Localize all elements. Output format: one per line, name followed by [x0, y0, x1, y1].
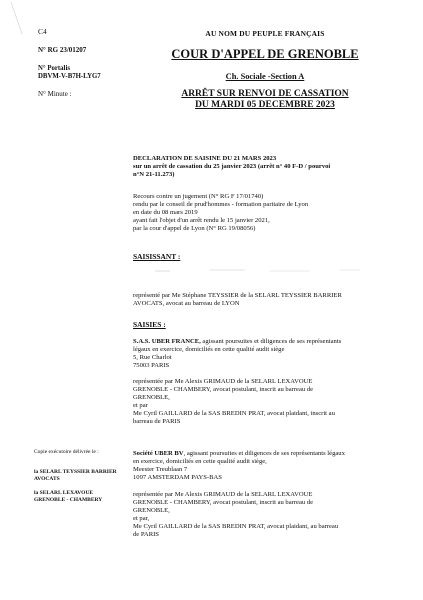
party-address: 5, Rue Charlot [133, 354, 172, 361]
chamber-name: Ch. Sociale -Section A [225, 72, 305, 81]
recours-line: par la cour d'appel de Lyon (N° RG 19/08056) [133, 225, 256, 232]
declaration-line3: n°N 21-11.273) [133, 171, 175, 178]
recipient-line: AVOCATS [34, 475, 60, 482]
rep-line: barreau de PARIS [133, 418, 181, 425]
recours-line: Recours contre un jugement (N° RG F 17/01740) [133, 193, 264, 200]
declaration-line1: DECLARATION DE SAISINE DU 21 MARS 2023 [133, 155, 277, 162]
recipient-line: GRENOBLE - CHAMBERY [34, 496, 103, 503]
recours-line: ayant fait l'objet d'un arrêt rendu le 15 janvier 2021, [133, 217, 270, 224]
party-name: Société UBER BV [133, 450, 184, 457]
court-name: COUR D'APPEL DE GRENOBLE [171, 47, 359, 61]
rg-number: N° RG 23/01207 [38, 46, 87, 54]
rep-line: représentée par Me Alexis GRIMAUD de la SELARL LEXAVOUE [133, 491, 313, 498]
party2-representation [133, 491, 401, 539]
party-address: 1097 AMSTERDAM PAYS-BAS [133, 474, 222, 481]
party-uber-france [133, 338, 401, 370]
party-uber-bv [133, 450, 401, 482]
saisissant-representation [133, 292, 395, 308]
document-header [140, 29, 390, 111]
rep-line: GRENOBLE - CHAMBERY, avocat postulant, inscrit au barreau de [133, 499, 314, 506]
party-address: 75003 PARIS [133, 362, 170, 369]
rep-line: représentée par Me Alexis GRIMAUD de la SELARL LEXAVOUE [133, 378, 313, 385]
minute-label: N° Minute : [38, 90, 72, 98]
party-desc: légaux en exercice, domiciliés en cette qualité audit siège [133, 346, 285, 353]
party1-representation [133, 378, 401, 426]
rep-line: Me Cyril GAILLARD de la SAS BREDIN PRAT, avocat plaidant, inscrit au [133, 410, 335, 417]
recours-line: en date du 08 mars 2019 [133, 209, 198, 216]
recipient-lawyer-1 [34, 469, 117, 482]
decision-title-line2: DU MARDI 05 DECEMBRE 2023 [195, 100, 335, 110]
redacted-name-marks [150, 268, 380, 274]
rep-line: GRENOBLE - CHAMBERY, avocat postulant, inscrit au barreau de [133, 386, 314, 393]
portalis-block [38, 65, 101, 81]
decision-title-line1: ARRÊT SUR RENVOI DE CASSATION [181, 89, 349, 99]
rep-line: et par [133, 402, 148, 409]
party-desc: agissant poursuites et diligences de ses représentants [200, 338, 342, 345]
recours-line: rendu par le conseil de prud'hommes - formation paritaire de Lyon [133, 201, 309, 208]
declaration-line2: sur un arrêt de cassation du 25 janvier 2023 (arrêt n° 40 F-D / pourvoi [133, 163, 331, 170]
portalis-label: N° Portalis [38, 65, 70, 72]
party-name: S.A.S. UBER FRANCE, [133, 338, 201, 345]
decision-title [140, 89, 390, 111]
declaration-block [133, 155, 393, 179]
party-address: Meester Treublaan 7 [133, 466, 188, 473]
rep-line: GRENOBLE, [133, 394, 170, 401]
recours-block [133, 193, 393, 233]
rep-line: AVOCATS, avocat au barreau de LYON [133, 300, 240, 307]
rep-line: et par, [133, 515, 150, 522]
copy-delivered-label: Copie exécutoire délivrée le : [34, 449, 99, 455]
rep-line: Me Cyril GAILLARD de la SAS BREDIN PRAT, avocat plaidant, au barreau [133, 523, 339, 530]
saisissant-heading: SAISISSANT : [133, 252, 181, 261]
party-desc: , agissant poursuites et diligences de ses représentants légaux [183, 450, 345, 457]
header-people-line: AU NOM DU PEUPLE FRANÇAIS [205, 29, 325, 38]
rep-line: de PARIS [133, 531, 159, 538]
recipient-lawyer-2 [34, 490, 102, 503]
portalis-value: DBVM-V-B7H-LYG7 [38, 73, 101, 80]
rep-line: GRENOBLE, [133, 507, 170, 514]
rep-line: représenté par Me Stéphane TEYSSIER de la SELARL TEYSSIER BARRIER [133, 292, 342, 299]
saisies-heading: SAISIES : [133, 320, 166, 329]
recipient-line: la SELARL TEYSSIER BARRIER [34, 469, 117, 475]
chamber-code: C4 [38, 27, 47, 36]
recipient-line: la SELARL LEXAVOUE [34, 490, 94, 496]
scan-mark [8, 0, 28, 40]
party-desc: en exercice, domiciliés en cette qualité audit siège, [133, 458, 267, 465]
